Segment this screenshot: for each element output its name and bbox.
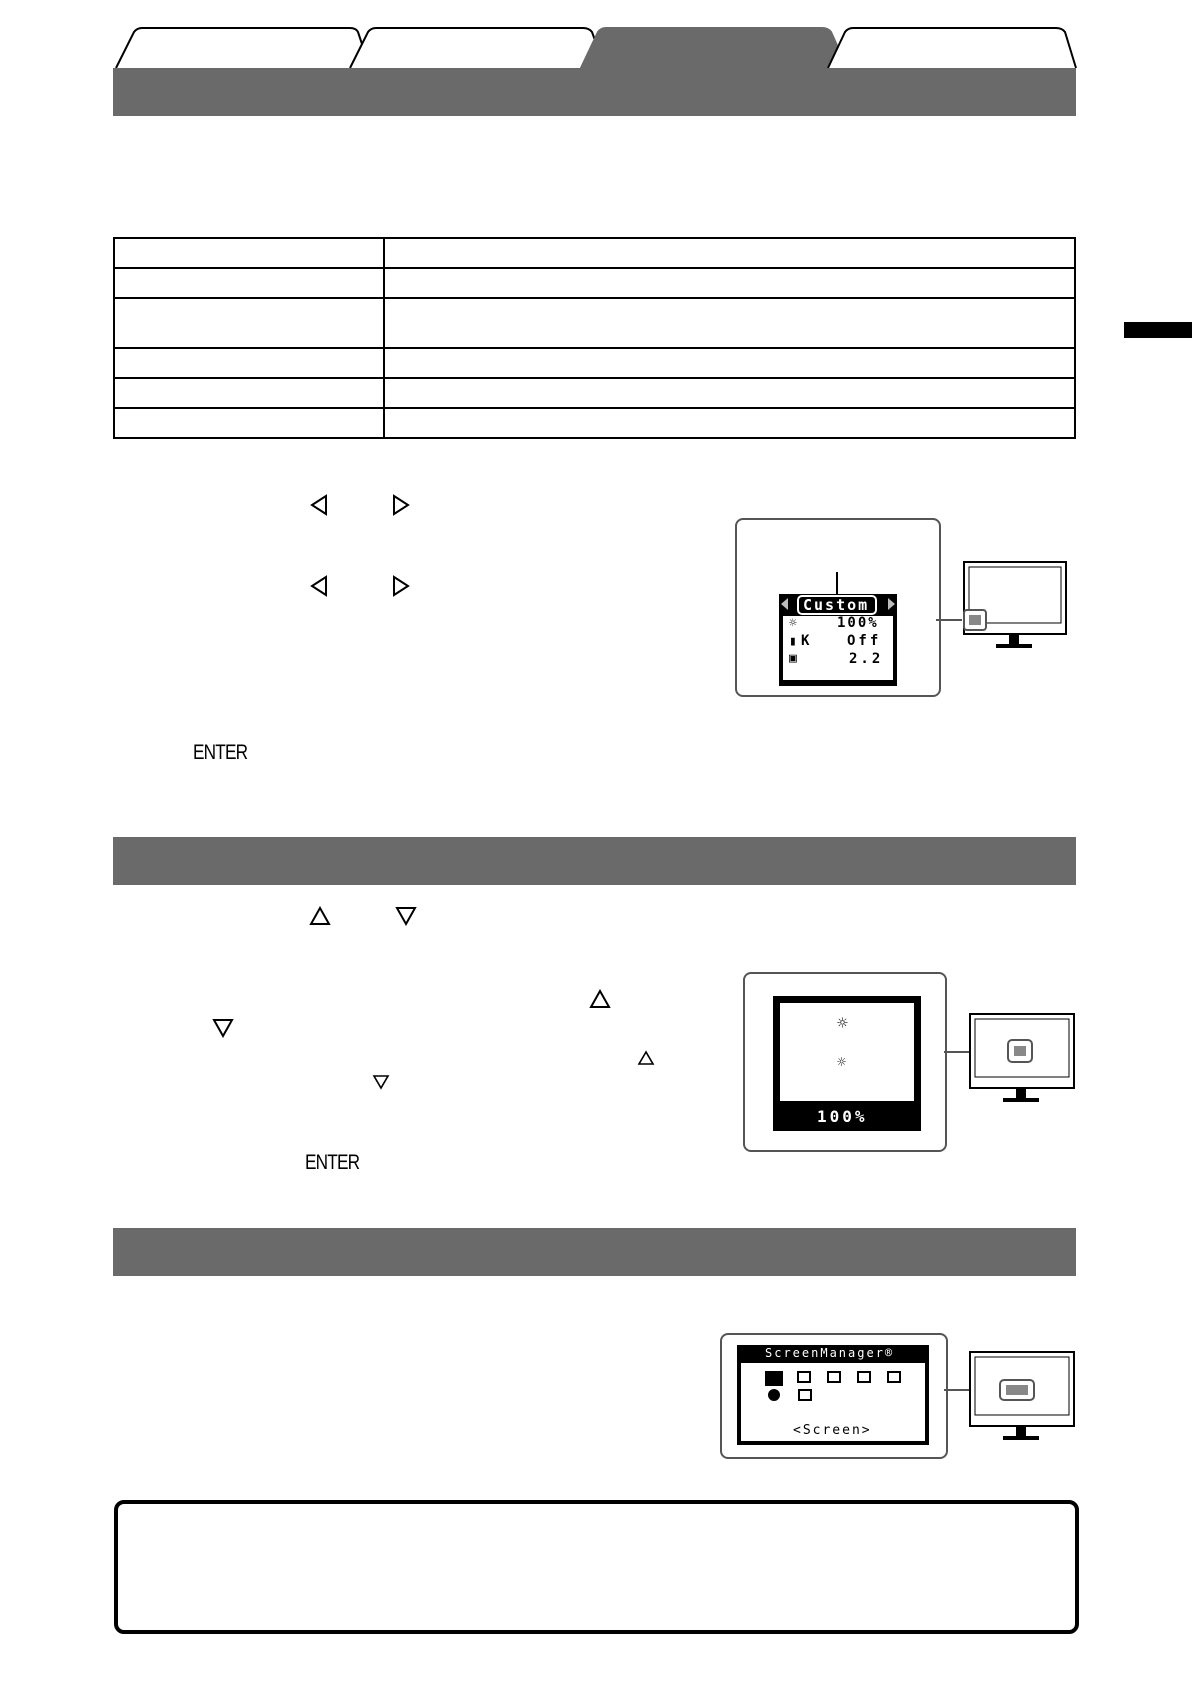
language-icon [768,1389,780,1401]
brightness-value: 100% [817,1107,868,1126]
brightness-high-icon: ☼ [837,1013,848,1034]
brightness-icon: ☼ [789,616,797,631]
others-icon [887,1371,901,1383]
mode-table [113,237,1076,439]
table-row [114,268,1075,298]
right-arrow-icon [391,575,411,597]
note-box [114,1500,1079,1634]
right-arrow-icon [391,494,411,516]
osd-left-arrow-icon [781,598,788,610]
brightness-osd-panel [773,996,921,1131]
down-arrow-icon [212,1018,234,1038]
down-arrow-icon [395,906,417,926]
section-bar-3 [113,1228,1076,1276]
tab-2 [350,28,605,68]
up-arrow-icon [637,1050,655,1066]
up-arrow-icon [309,906,331,926]
color-icon [797,1371,811,1383]
monitor-2 [944,1012,1079,1110]
sound-icon [827,1371,841,1383]
header-bar [113,68,1076,116]
table-row [114,408,1075,438]
screenmanager-callout [720,1333,948,1459]
mode-osd-callout [735,518,941,697]
screenmanager-title: ScreenManager® [765,1346,895,1360]
monitor-3 [944,1350,1079,1448]
tab-1 [116,28,370,68]
left-arrow-icon [309,494,329,516]
table-row [114,298,1075,348]
table-row [114,378,1075,408]
enter-key-label: ENTER [305,1151,360,1174]
osd-brightness-value: 100% [837,615,879,631]
information-icon [798,1389,812,1401]
screenmanager-panel [737,1345,929,1445]
left-arrow-icon [309,575,329,597]
tab-3-active [580,28,848,70]
osd-temperature-value: Off [847,633,882,649]
osd-panel [779,594,897,686]
osd-temperature-label: K [801,633,810,649]
brightness-osd-callout [743,972,947,1152]
screenmanager-selected-label: <Screen> [793,1423,872,1438]
screen-icon [765,1371,783,1386]
page-edge-marker [1124,322,1192,338]
osd-mode-name: Custom [803,596,870,614]
brightness-low-icon: ☼ [837,1053,847,1071]
osd-gamma-value: 2.2 [849,651,884,667]
powermanager-icon [857,1371,871,1383]
section-bar-2 [113,837,1076,885]
table-row [114,348,1075,378]
tab-4 [828,28,1076,68]
monitor-1 [936,560,1076,652]
temperature-icon: ▮ [789,634,797,649]
enter-key-label: ENTER [193,741,248,764]
tab-strip [110,26,1080,70]
osd-right-arrow-icon [888,598,895,610]
table-row [114,238,1075,268]
gamma-icon: ▣ [789,651,797,666]
down-arrow-icon [372,1074,390,1090]
up-arrow-icon [589,989,611,1009]
